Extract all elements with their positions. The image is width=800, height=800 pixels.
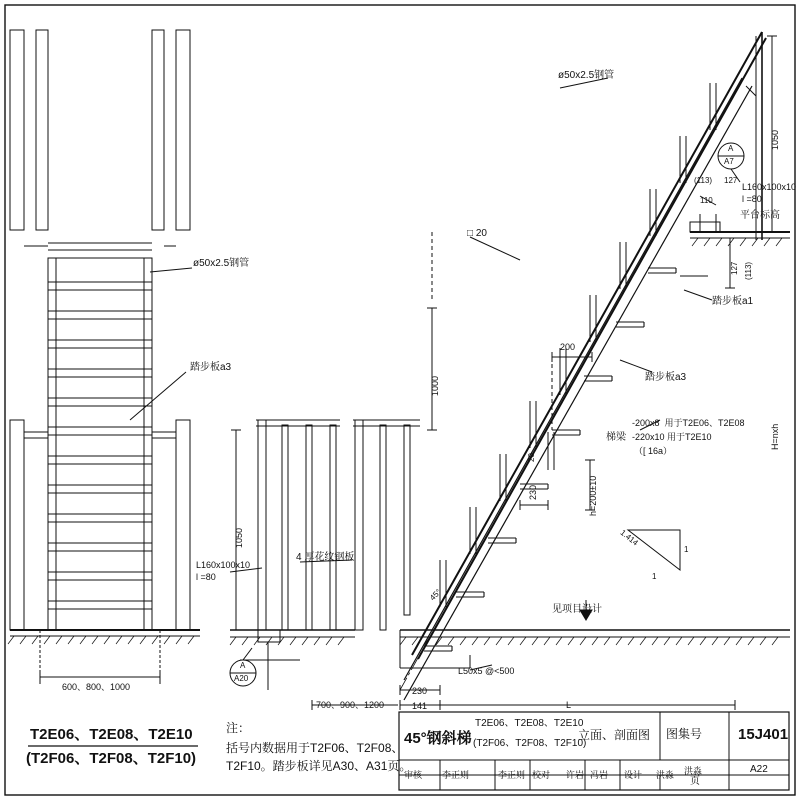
- annotation-beam-label: 梯梁: [606, 432, 626, 443]
- dim-h-200: h=200±10: [588, 475, 598, 516]
- annotation-angle-l160-left-line2: l =80: [196, 572, 216, 582]
- signature-handwrite-3: 洪淼: [684, 766, 703, 776]
- dim-1050-mid: 1050: [234, 527, 244, 548]
- dim-20-small: 20: [527, 453, 536, 462]
- detail-bubble-1-bottom: A7: [724, 157, 734, 166]
- annotation-slope-1-right: 1: [684, 545, 689, 554]
- dim-height-total: H=nxh: [770, 423, 780, 450]
- annotation-angle-l160-left-line1: L160x100x10: [196, 560, 251, 570]
- signature-value-design: 洪淼: [656, 770, 675, 780]
- signature-value-review: 李正则: [442, 770, 470, 780]
- annotation-plate-4mm: 4 厚花纹钢板: [296, 552, 355, 563]
- note-line2: T2F10。踏步板详见A30、A31页。: [226, 759, 412, 773]
- note-head: 注：: [226, 721, 251, 735]
- left-view-title-line2: (T2F06、T2F08、T2F10): [26, 750, 197, 767]
- drawing-title-models-line1: T2E06、T2E08、T2E10: [475, 718, 584, 729]
- signature-handwrite-2: 冯岩: [590, 770, 609, 780]
- note-line1: 括号内数据用于T2F06、T2F08、: [226, 741, 404, 755]
- annotation-pipe-rail-top: ø50x2.5钢管: [558, 70, 615, 81]
- drawing-title-views: 立面、剖面图: [578, 728, 651, 742]
- dim-1000: 1000: [430, 375, 440, 396]
- annotation-angle-l160-right-line2: l =80: [742, 194, 762, 204]
- signature-label-review: 审核: [404, 770, 423, 780]
- dim-127-b: 127: [730, 261, 739, 275]
- dim-L: L: [566, 700, 572, 710]
- dim-127-a: 127: [724, 176, 738, 185]
- signature-label-design: 设计: [624, 770, 643, 780]
- dim-230-upper: 230: [528, 484, 538, 500]
- page-label: 页: [690, 776, 700, 787]
- atlas-label: 图集号: [666, 727, 703, 741]
- detail-bubble-1-top: A: [728, 144, 734, 153]
- annotation-beam-spec-line3: （[ 16a）: [634, 446, 673, 456]
- page-number: A22: [750, 764, 768, 775]
- dim-700-900-1200: 700、900、1200: [316, 700, 385, 710]
- annotation-angle-l160-right-line1: L160x100x10: [742, 182, 797, 192]
- drawing-title-main: 45°钢斜梯: [404, 730, 472, 747]
- annotation-slope-1-bottom: 1: [652, 572, 657, 581]
- detail-bubble-2-top: A: [240, 661, 246, 670]
- annotation-angle-l50: L50x5 @<500: [458, 666, 515, 676]
- dim-600-800-1000: 600、800、1000: [62, 682, 131, 692]
- annotation-square-20: □ 20: [467, 228, 487, 239]
- dim-230-lower: 230: [412, 686, 428, 696]
- annotation-tread-a1: 踏步板a1: [712, 296, 754, 307]
- annotation-beam-spec-line2: -220x10 用于T2E10: [632, 432, 712, 442]
- detail-bubble-2-bottom: A20: [234, 674, 249, 683]
- signature-value-check: 许岩: [566, 770, 585, 780]
- annotation-platform-elevation: 平台标高: [740, 210, 780, 221]
- drawing-title-models-line2: (T2F06、T2F08、T2F10): [473, 738, 587, 749]
- annotation-pipe-rail-left: ø50x2.5钢管: [193, 258, 250, 269]
- atlas-number: 15J401: [738, 726, 789, 743]
- dim-200-mid: 200: [560, 342, 576, 352]
- dim-110: 110: [700, 196, 713, 205]
- signature-handwrite-1: 李正则: [498, 770, 526, 780]
- annotation-tread-a3-left: 踏步板a3: [190, 362, 232, 373]
- annotation-angle-45: 45°: [428, 587, 443, 603]
- dim-113-a: (113): [694, 176, 713, 185]
- dim-113-b: (113): [744, 261, 753, 280]
- dim-141: 141: [412, 701, 428, 711]
- annotation-tread-a3-mid: 踏步板a3: [645, 372, 687, 383]
- dim-1050-right: 1050: [770, 129, 780, 150]
- signature-label-check: 校对: [532, 770, 551, 780]
- annotation-beam-spec-line1: -200x8 用于T2E06、T2E08: [632, 418, 745, 428]
- left-view-title-line1: T2E06、T2E08、T2E10: [30, 726, 193, 743]
- annotation-slope-1414: 1.414: [618, 528, 640, 548]
- annotation-see-project-design: 见项目设计: [552, 604, 602, 615]
